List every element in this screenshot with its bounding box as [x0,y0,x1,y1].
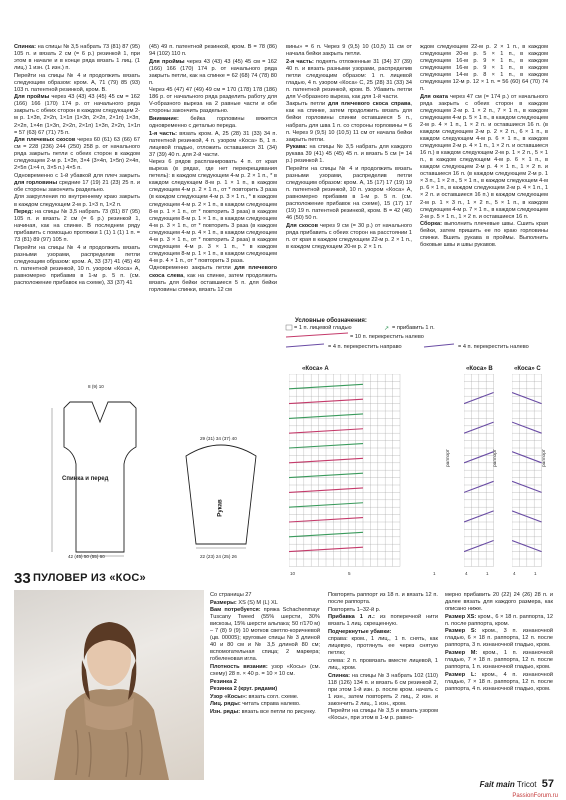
chart-b-axis-4: 4 [465,571,468,576]
sleeve-label: Рукав [217,499,224,517]
text-column-3 [286,44,412,251]
paragraph: Прибавка 1 л.: из поперечной нити вязать 1 лиц. скрещенную. [328,614,439,628]
sleeve-schematic [176,432,266,552]
body-dim-width: 42 (45) 50 (55) 60 [68,554,105,559]
paragraph: Изн. ряды: вязать все петли по рисунку. [210,708,316,715]
paragraph: Подчеркнутые убавки: [328,628,392,635]
body-label: Спинка и перед [62,476,109,482]
chart-a-rapport: раппорт [445,449,451,467]
sleeve-dim-bottom: 22 (23) 24 (25) 26 [200,554,237,559]
text-column-7 [445,592,553,693]
paragraph: Повторять 1–32-й р. [328,606,381,613]
text-column-2 [149,44,277,294]
legend-item-increase: = прибавить 1 п. [392,325,435,331]
paragraph: Спинка: на спицы № 3,5 набрать 73 (81) 87 (95) 105 п. и вязать 2 см (= 6 р.) резинкой 1, при этом в начале и в конце ряда вязать 1 лиц. (1 лиц.) 1 изн. (1 изн.) п. [14,44,140,72]
chart-a-label: «Коса» А [302,366,329,372]
paragraph: Для оката через 47 см (= 174 р.) от начального ряда закрыть с обеих сторон в каждом следующем 2-м р. 1 × 2 п., 7 × 1 п., в каждом следующем 4-м р. 5 × 1 п., в каждом следующем 2-м р. 4 × 1 п., 1 × 2 п. и оставшиеся 16 п. (в каждом следующем 2-м р. 2 × 2 п., 6 × 1 п., в каждом следующем 4-м р. 6 × 1 п., в каждом следующем 2-м р. 4 × 1 п., 1 × 2 п. и оставшиеся 16 п.) в каждом следующем 2-м р. 1 × 2 п., 5 × 1 п., в каждом следующем 4-м р. 6 × 1 п., в каждом следующем 2-м р. 4 × 1 п., 1 × 2 п. и оставшиеся 16 п. (в каждом следующем 2-м р. 1 × 3 п., 1 × 2 п., 5 × 1 п., в каждом следующем 4-м р. 6 × 1 п., в каждом следующем 2-м р. 4 × 1 п., 1 × 2 п. и оставшиеся 16 п.) в каждом следующем 2-м р. 1 × 3 п., 1 × 2 п., 5 × 1 п., в каждом следующем 4-м р. 7 × 1 п., в каждом следующем 2-м р. 5 × 1 п., 1 × 2 п. и оставшиеся 16 п. [420,93,548,220]
chart-b-axis-1: 1 [486,571,489,576]
paragraph: Размер М: кром., 1 п. изнаночной гладью, 7 × 18 п. раппорта, 12 п. после раппорта, 1 п. изнаночной гладью, кром. [445,649,553,670]
paragraph: Сборка: выполнить плечевые швы. Сшить края бейки, затем пришить ее по краю горловины спинки. Вшить рукава в проймы. Выполнить боковые швы и швы рукавов. [420,221,548,249]
footer-magazine: Tricot [516,780,537,789]
paragraph: Спинка: на спицы № 3 набрать 102 (110) 118 (126) 134 п. и вязать 6 см резинкой 2, при этом 1-й изн. р. после кром. начать с 1 изн., затем повторять 2 лиц., 2 изн. и закончить 2 лиц., 1 изн., кром. [328,672,438,707]
paragraph: Резинка 2 (круг. рядами) [210,686,278,693]
paragraph: Через 45 (47) 47 (49) 49 см = 170 (178) 178 (186) 186 р. от начального ряда разделить работу для V-образного выреза на 2 равные части и обе стороны закончить раздельно. [149,87,277,115]
paragraph: вины» = 6 п. Через 9 (9,5) 10 (10,5) 11 см от начала бейки закрыть петли. [286,44,412,58]
paragraph: ждом следующем 22-м р. 2 × 1 п., в каждом следующем 20-м р. 5 × 1 п., в каждом следующем 16-м р. 9 × 1 п., в каждом следующем 16-м р. 9 × 1 п., в каждом следующем 14-м р. 8 × 1 п., в каждом следующем 12-м р. 12 × 1 п. = 56 (60) 64 (70) 74 п. [420,44,548,93]
paragraph: Перейти на спицы № 4 и продолжить вязать следующим образом: кром. А, 71 (79) 85 (93) 103 п. патентной резинкой, кром. В. [14,72,140,93]
text-column-4 [420,44,548,250]
paragraph: Резинка 2 [210,678,237,685]
chart-c-axis-1: 1 [534,571,537,576]
legend-title: Условные обозначения: [295,318,367,324]
svg-text:↗: ↗ [384,326,390,332]
paragraph: Перейти на спицы № 4 и продолжить вязать разными узорами, распределив петли следующим образом: кром. А, 15 (17) 17 (19) 19 п. патентной резинкой, 10 п. узором «Коса» А, равномерно прибавив в 1-м р. 5 п. (см. расположение прибавок на схеме), 15 (17) 17 (19) 19 п. патентной резинкой, кром. В = 42 (46) 46 (50) 50 п. [286,165,412,222]
paragraph: Для закругления по внутреннему краю закрыть в каждом следующем 2-м р. 1×3 п, 1×2 п. [14,194,140,208]
paragraph: Через 6 рядов распланировать 4 п. от края выреза (в рядах, где нет перекрещивания петель): в каждом следующем 4-м р. 2 × 1 п., * в каждом следующем 8-м р. 1 × 1 п., в каждом следующем 4-м р. 2 × 1 п., от * повторить 3 раза (в каждом следующем 4-м р. 3 × 1 п., * в каждом следующем 4-м р. 2 × 1 п., в каждом следующем 8-м р. 1 × 1 п., от * повторить 3 раза) в каждом следующем 8-м р. 1 × 1 п., в каждом следующем 4-м р. 3 × 1 п., от * повторить 3 раза (в каждом следующем 4-м р. 4 × 1 п., в каждом следующем 4-м р. 3 × 1 п., от * повторить 2 раза) в каждом следующем 4-м р. 3 × 1 п., * в каждом следующем 8-м р. 1 × 1 п., в каждом следующем 4-м р. 4 × 1 п., от * повторить 3 раза. [149,159,277,264]
watermark: PassionForum.ru [512,793,558,799]
body-dim-neck: 8 (9) 10 [88,384,104,389]
paragraph: 1-я часть: вязать кром. А, 25 (28) 31 (33) 34 п. патентной резинкой, 4 п. узором «Коса» Б, 1 п. лицевой гладью, отложить оставшиеся 31 (34) 37 (39) 40 п. для 2-й части. [149,130,277,158]
text-column-6 [328,592,438,723]
paragraph: Для проймы через 43 (43) 43 (45) 45 см = 162 (166) 166 (170) 174 р. от начального ряда закрыть петли, как на спинке = 62 (68) 74 (78) 80 п. [149,58,277,86]
paragraph: слева: 2 п. провязать вместе лицевой, 1 лиц., кром. [328,657,438,671]
model-photo [14,590,204,780]
section-number: 33 [14,570,31,587]
paragraph: Рукава: на спицы № 3,5 набрать для каждого рукава 39 (41) 45 (45) 45 п. и вязать 5 см (= 14 р.) резинкой 1. [286,144,412,165]
paragraph: Для скосов через 9 см (= 30 р.) от начального ряда прибавить с обеих сторон на расстоянии 1 п. от края в каждом следующем 22-м р. 2 × 1 п., в каждом следующем 20-м р. 2 × 1 п. [286,222,412,250]
paragraph: Перейти на спицы № 4 и продолжить вязать разными узорами, распределив петли следующим образом: кром. А, 33 (37) 41 (45) 49 п. патентной резинкой, 10 п. узором «Коса» А, равномерно прибавив в 1-м р. 5 п. (см. расположение прибавок на схеме), 33 (37) 41 [14,244,140,287]
chart-b-rapport: раппорт [492,449,498,467]
paragraph: Размер L: кром., 4 п. изнаночной гладью, 7 × 18 п. раппорта, 12 п. после раппорта, 4 п. изнаночной гладью, кром. [445,671,553,692]
chart-b-grid [464,374,494,570]
paragraph: Одновременно с 1-й убавкой для плеч закрыть для горловины средние 17 (19) 21 (23) 25 п. и обе стороны закончить раздельно. [14,172,140,193]
chart-b-label: «Коса» В [466,366,493,372]
paragraph: Размер XS: кром., 6 × 18 п. раппорта, 12 п. после раппорта, кром. [445,613,553,627]
paragraph: справа: кром., 1 лиц., 1 п. снять, как лицевую, протянуть ее через снятую петлю; [328,636,438,657]
paragraph: Закрыть петли для плечевого скоса справа, как на спинке, затем продолжить вязать для бейки горловины спинки оставшиеся 5 п., набрать для шва 1 п. со стороны горловины = 6 п. Через 9 (9,5) 10 (10,5) 11 см от начала бейки закрыть петли. [286,101,412,143]
paragraph: Вам потребуется: пряжа Schachenmayr Tuscany Tweed (55% шерсти, 30% вискозы, 15% шерсти альпака; 50 г/170 м) – 7 (8) 9 (9) 10 мотков светло-коричневой (цв. 00005); круговые спицы № 3 длиной 40 и 80 см и № 3,5 длиной 80 см; вспомогательная спица; 2 маркера; гобеленовая игла. [210,607,320,663]
page-number: 57 [541,778,554,790]
paragraph: Со страницы 27 [210,592,252,598]
legend-item-cross10: = 10 п. перекрестить налево [350,334,424,340]
legend-item-cross4-right: = 4 п. перекрестить направо [328,344,402,350]
footer-brand: Fait main [479,780,515,789]
paragraph: Внимание: бейка горловины вяжется одновременно с деталью переда. [149,115,277,130]
paragraph: Одновременно закрыть петли для плечевого скоса слева, как на спинке, затем продолжить вязать для бейки оставшиеся 5 п. для бейки горловины спинки, вязать 12 см [149,265,278,293]
paragraph: Лиц. ряды: читать справа налево. [210,701,301,708]
legend-item-knit: = 1 п. лицевой гладью [294,325,352,331]
paragraph: Плотность вязания: узор «Косы» (см. схему) 28 п. × 40 р. = 10 × 10 см. [210,663,320,678]
sleeve-dim-top: 29 (31) 34 (37) 40 [200,436,237,441]
paragraph: 2-я часть: поднять отложенные 31 (34) 37 (39) 40 п. и вязать разными узорами, распределив петли следующим образом: 1 п. лицевой гладью, 4 п. узором «Коса» С, 25 (28) 31 (33) 34 п. патентной резинкой, кром. В. Убавить петли для V-образного выреза, как для 1-й части. [286,58,412,100]
paragraph: Перейти на спицы № 3,5 и вязать узором «Косы», при этом в 1-м р. равно- [328,708,438,722]
chart-a-grid [289,374,451,570]
chart-c-grid [512,374,542,570]
paragraph: Перед: на спицы № 3,5 набрать 73 (81) 87 (95) 105 п. и вязать 2 см (= 6 р.) резинкой 1, начиная, как на спинке. В последнем ряду прибавить с помощью протяжки 1 (1) 1 (1) 1 п. = 73 (81) 89 (97) 105 п. [14,209,140,244]
page-footer [480,778,554,790]
chart-c-axis-4: 4 [513,571,516,576]
legend-item-cross4-left: = 4 п. перекрестить налево [458,344,529,350]
paragraph: мерно прибавить 20 (22) 24 (26) 28 п. и далее вязать для каждого размера, как описано ниже. [445,592,553,613]
paragraph: Размер S: кром., 3 п. изнаночной гладью, 6 × 18 п. раппорта, 12 п. после раппорта, 3 п. изнаночной гладью, кром. [445,628,553,649]
chart-c-rapport: раппорт [541,449,547,467]
section-title: ПУЛОВЕР ИЗ «КОС» [33,572,146,584]
text-column-1 [14,44,140,288]
paragraph: Узор «Косы»: вязать согл. схеме. [210,693,299,700]
text-column-5 [210,592,320,716]
paragraph: Для проймы через 43 (43) 43 (45) 45 см = 162 (166) 166 (170) 174 р. от начального ряда закрыть с обеих сторон в каждом следующем 2-м р. 1×3п, 2×2п, 1×1п (1×3п, 2×2п, 2×1п) 1×3п, 2×2п, 1×4п (1×3п, 2×2п, 2×1п) 1×3п, 2×2п, 1×1п = 57 (63) 67 (71) 75 п. [14,94,140,136]
paragraph: (45) 49 п. патентной резинкой, кром. В = 78 (86) 94 (102) 110 п. [149,44,277,58]
paragraph: Размеры: XS (S) M (L) XL [210,599,278,606]
paragraph: Для плечевых скосов через 60 (61) 63 (66) 67 см = 228 (236) 244 (250) 258 р. от начального ряда закрыть петли с обеих сторон в каждом следующем 2-м р. 1×3п, 3×4 (3×4п, 1×5п) 2×4п, 2×5п (1×4 п, 3×5 п.) 4×5 п. [14,137,141,172]
chart-a-axis-10: 10 [290,571,296,576]
chart-a-axis-5: 5 [348,571,351,576]
paragraph: Повторять раппорт из 18 п. и вязать 12 п. после раппорта. [328,592,438,606]
chart-c-label: «Коса» С [514,366,541,372]
chart-a-axis-1: 1 [433,571,436,576]
